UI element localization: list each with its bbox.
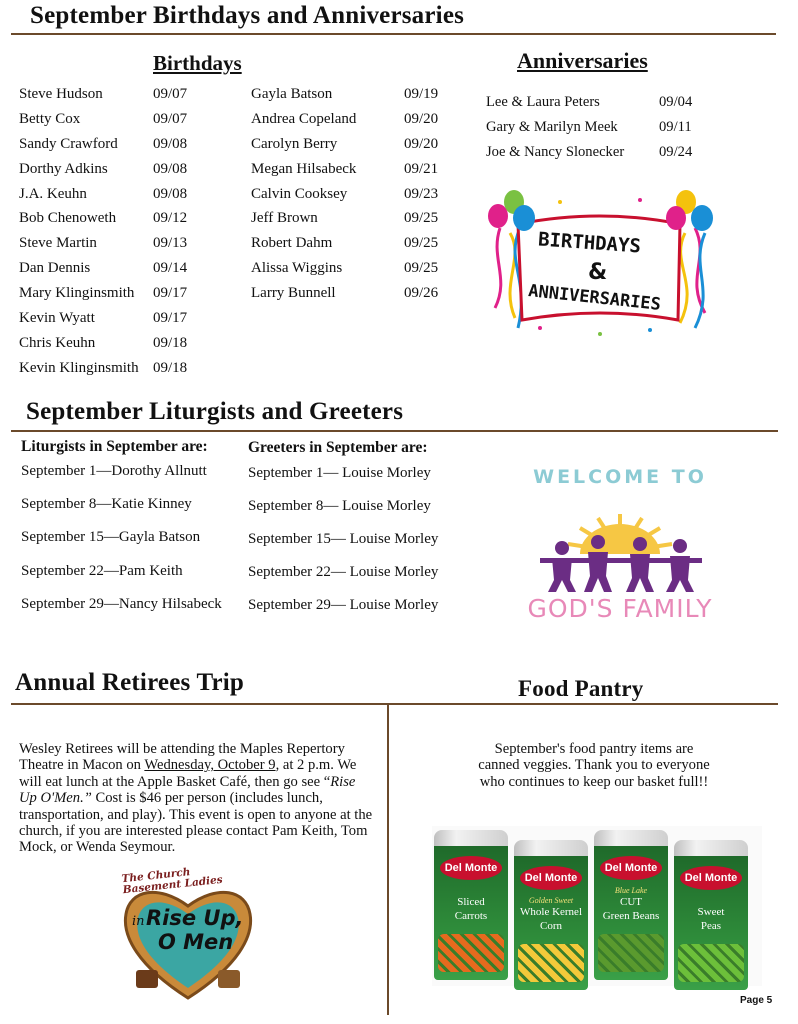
person-name: Jeff Brown (251, 210, 318, 227)
list-item (251, 132, 438, 157)
person-name: Joe & Nancy Slonecker (486, 143, 625, 160)
birthdays-heading: Birthdays (153, 51, 242, 75)
date: 09/14 (153, 260, 188, 277)
list-item (251, 256, 438, 281)
retirees-text-2: , at 2 p.m. We will eat lunch at the Apple Basket Café, then go see “ (19, 757, 357, 790)
list-item: September 29— Louise Morley (248, 597, 439, 613)
banner-text-line3: ANNIVERSARIES (527, 281, 662, 315)
date: 09/23 (404, 185, 439, 202)
can-vegetable-image (438, 934, 504, 972)
date: 09/20 (404, 135, 439, 152)
can-subtitle: Golden Sweet (528, 896, 574, 905)
list-item (19, 206, 187, 231)
can-brand-label: Del Monte (680, 866, 742, 890)
rise-up-main-text-1: Rise Up, (146, 906, 244, 930)
can-subtitle: Blue Lake (614, 886, 648, 895)
can-product-line1: CUT (620, 896, 642, 908)
can-product-line2: Corn (540, 920, 562, 932)
list-item: September 22— Louise Morley (248, 564, 439, 580)
date: 09/18 (153, 334, 188, 351)
person-name: Bob Chenoweth (19, 210, 117, 227)
birthdays-list-col2 (251, 82, 438, 306)
person-name: Larry Bunnell (251, 285, 336, 302)
can-vegetable-image (678, 944, 744, 982)
person-name: Gayla Batson (251, 85, 333, 102)
can-item (594, 830, 668, 980)
can-product-line1: Whole Kernel (520, 906, 582, 918)
person-name: Gary & Marilyn Meek (486, 118, 618, 135)
list-item (19, 157, 187, 182)
can-product-line1: Sweet (697, 906, 725, 918)
rise-up-o-men-logo (118, 866, 258, 1001)
person-name: Betty Cox (19, 110, 81, 127)
list-item (251, 206, 438, 231)
liturgists-heading: Liturgists in September are: (21, 438, 208, 455)
list-item: September 1— Louise Morley (248, 465, 431, 481)
can-product-line2: Carrots (454, 910, 488, 922)
page-number: Page 5 (740, 995, 773, 1006)
list-item: September 22—Pam Keith (21, 562, 183, 579)
rise-up-top-text: The Church Basement Ladies (121, 866, 224, 897)
anniversaries-heading: Anniversaries (517, 48, 648, 73)
can-item (434, 830, 508, 980)
section-divider (11, 430, 778, 432)
list-item (486, 140, 692, 165)
retirees-show-title: Rise Up O'Men.” (19, 773, 356, 807)
person-name: Megan Hilsabeck (251, 160, 357, 177)
list-item (19, 82, 187, 107)
person-name: Carolyn Berry (251, 135, 338, 152)
list-item (251, 107, 438, 132)
list-item (19, 182, 187, 207)
date: 09/17 (153, 285, 188, 302)
person-name: Lee & Laura Peters (486, 93, 600, 110)
person-name: Kevin Wyatt (19, 309, 95, 326)
column-divider (387, 705, 389, 1015)
can-brand-label: Del Monte (600, 856, 662, 880)
person-name: Kevin Klinginsmith (19, 359, 139, 376)
date: 09/25 (404, 260, 439, 277)
logo-gods-family-text: GOD'S FAMILY (527, 594, 713, 623)
list-item: September 8— Louise Morley (248, 498, 431, 514)
date: 09/12 (153, 210, 188, 227)
canned-vegetables-photo (432, 826, 762, 986)
list-item: September 15—Gayla Batson (21, 529, 201, 546)
pantry-paragraph: September's food pantry items are canned veggies. Thank you to everyone who continues to keep our basket full!! (478, 741, 710, 790)
date: 09/13 (153, 235, 188, 252)
list-item (251, 82, 438, 107)
list-item (19, 356, 187, 381)
gods-family-logo (520, 462, 720, 632)
person-name: Sandy Crawford (19, 135, 118, 152)
person-name: Steve Martin (19, 235, 97, 252)
date: 09/07 (153, 85, 188, 102)
birthdays-section-title: September Birthdays and Anniversaries (30, 2, 465, 29)
date: 09/18 (153, 359, 188, 376)
list-item (19, 331, 187, 356)
rise-up-in-text: in (132, 914, 145, 929)
date: 09/21 (404, 160, 439, 177)
can-vegetable-image (518, 944, 584, 982)
retirees-text-3: Cost is $46 per person (includes lunch, transportation, and play). This event is open to anyone at the church, if you are interested please contact Pam Keith, Tom Mock, or Wenda Seymour. (19, 790, 373, 856)
list-item: September 15— Louise Morley (248, 531, 439, 547)
list-item (19, 107, 187, 132)
list-item (251, 157, 438, 182)
date: 09/04 (659, 93, 693, 110)
date: 09/11 (659, 118, 692, 135)
list-item (19, 231, 187, 256)
date: 09/26 (404, 285, 439, 302)
retirees-section-title: Annual Retirees Trip (15, 669, 245, 696)
liturgists-section-title: September Liturgists and Greeters (26, 398, 404, 425)
person-name: Steve Hudson (19, 85, 103, 102)
list-item (19, 281, 187, 306)
person-name: Calvin Cooksey (251, 185, 348, 202)
can-brand-label: Del Monte (520, 866, 582, 890)
date: 09/24 (659, 143, 693, 160)
can-item (674, 840, 748, 990)
person-name: Alissa Wiggins (251, 260, 343, 277)
rise-up-main-text-2: O Men (158, 930, 234, 954)
section-divider (11, 703, 778, 705)
list-item (19, 256, 187, 281)
can-product-line1: Sliced (457, 896, 485, 908)
person-name: Chris Keuhn (19, 334, 96, 351)
date: 09/08 (153, 185, 188, 202)
retirees-date: Wednesday, October 9 (144, 757, 276, 774)
retirees-paragraph (19, 741, 375, 856)
list-item (251, 182, 438, 207)
can-product-line2: Peas (700, 920, 722, 932)
date: 09/17 (153, 309, 188, 326)
list-item (251, 281, 438, 306)
can-brand-label: Del Monte (440, 856, 502, 880)
date: 09/07 (153, 110, 188, 127)
person-name: Mary Klinginsmith (19, 285, 135, 302)
can-item (514, 840, 588, 990)
retirees-text-1: Wesley Retirees will be attending the Maples Repertory Theatre in Macon on (19, 741, 345, 774)
list-item (19, 306, 187, 331)
pantry-section-title: Food Pantry (518, 676, 644, 701)
section-divider (11, 33, 776, 35)
list-item (19, 132, 187, 157)
can-product-line2: Green Beans (602, 910, 660, 922)
greeters-list (248, 465, 438, 630)
list-item (486, 115, 692, 140)
date: 09/25 (404, 235, 439, 252)
list-item (486, 90, 692, 115)
birthdays-list-col1 (19, 82, 187, 381)
liturgists-list (21, 463, 222, 629)
date: 09/08 (153, 160, 188, 177)
date: 09/20 (404, 110, 439, 127)
birthdays-anniversaries-banner (480, 188, 720, 338)
person-name: Andrea Copeland (251, 110, 357, 127)
list-item: September 1—Dorothy Allnutt (21, 463, 207, 479)
list-item: September 8—Katie Kinney (21, 496, 192, 513)
banner-text-line2: & (588, 260, 608, 285)
logo-welcome-text: WELCOME TO (533, 466, 707, 488)
person-name: J.A. Keuhn (19, 185, 87, 202)
banner-text-line1: BIRTHDAYS (537, 228, 642, 258)
date: 09/08 (153, 135, 188, 152)
list-item (251, 231, 438, 256)
person-name: Dorthy Adkins (19, 160, 108, 177)
date: 09/19 (404, 85, 439, 102)
greeters-heading: Greeters in September are: (248, 439, 428, 456)
person-name: Dan Dennis (19, 260, 91, 277)
person-name: Robert Dahm (251, 235, 333, 252)
list-item: September 29—Nancy Hilsabeck (21, 595, 222, 612)
can-vegetable-image (598, 934, 664, 972)
anniversaries-list (486, 90, 692, 165)
date: 09/25 (404, 210, 439, 227)
